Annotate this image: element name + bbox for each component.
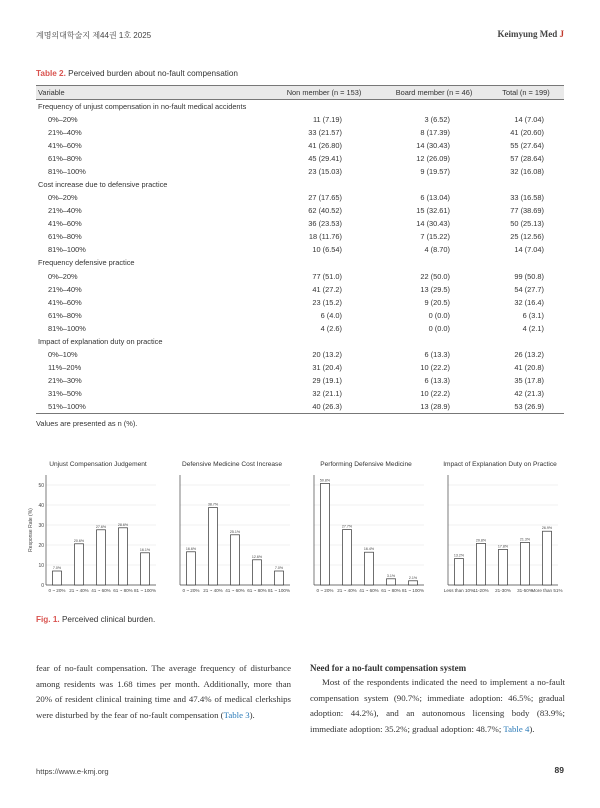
table-cell: 40 (26.3) xyxy=(268,400,380,413)
bar xyxy=(321,483,330,585)
y-tick-label: 0 xyxy=(41,582,44,589)
table-row xyxy=(36,165,564,178)
x-tick-label: 41 ~ 60% xyxy=(359,588,379,593)
table-cell: 42 (21.3) xyxy=(514,389,544,399)
x-tick-label: More than 51% xyxy=(531,588,563,593)
bar-value-label: 2.1% xyxy=(408,575,418,580)
table-label: Table 2. xyxy=(36,69,66,78)
x-tick-label: 41 ~ 60% xyxy=(91,588,111,593)
chart-title: Performing Defensive Medicine xyxy=(320,461,412,468)
table-cell: 0%–20% xyxy=(48,193,78,203)
table-cell: 13 (29.5) xyxy=(420,284,450,294)
column-header: Total (n = 199) xyxy=(488,86,564,100)
table-cell: 4 (2.1) xyxy=(522,323,544,333)
x-tick-label: 81 ~ 100% xyxy=(267,588,291,593)
bar xyxy=(387,579,396,585)
journal-url[interactable]: https://www.e-kmj.org xyxy=(36,767,109,776)
table-cell: 0%–10% xyxy=(48,350,78,360)
table-cell: 9 (20.5) xyxy=(424,297,450,307)
bar-value-label: 38.7% xyxy=(207,502,219,507)
paragraph-text-end: ). xyxy=(249,709,255,720)
table-cell: 21%–30% xyxy=(48,376,82,386)
table-cell: 33 (16.58) xyxy=(510,193,544,203)
table-cell: 4 (8.70) xyxy=(424,245,450,255)
table-cell: 18 (11.76) xyxy=(308,232,342,242)
table-cell: 23 (15.03) xyxy=(308,166,342,176)
y-tick-label: 30 xyxy=(38,522,44,529)
y-tick-label: 10 xyxy=(38,562,44,569)
section-row xyxy=(36,335,564,348)
table-row xyxy=(36,387,564,400)
bar-value-label: 12.6% xyxy=(251,554,263,559)
x-tick-label: 61 ~ 80% xyxy=(381,588,401,593)
paragraph-text-end: ). xyxy=(529,723,535,734)
table-4-link[interactable]: Table 4 xyxy=(503,723,530,734)
table-cell: 35 (17.8) xyxy=(514,376,544,386)
body-paragraph xyxy=(36,661,291,723)
bar-value-label: 16.6% xyxy=(185,546,197,551)
body-paragraph xyxy=(310,675,565,737)
table-cell: 10 (6.54) xyxy=(312,245,342,255)
table-cell: 31 (20.4) xyxy=(312,363,342,373)
x-tick-label: 11-20% xyxy=(473,588,489,593)
table-cell: 0%–20% xyxy=(48,114,78,124)
chart-title: Impact of Explanation Duty on Practice xyxy=(443,461,557,468)
burden-table xyxy=(36,85,564,414)
x-tick-label: 21 ~ 40% xyxy=(337,588,357,593)
chart-svg xyxy=(304,455,428,605)
y-axis-label: Response Rate (%) xyxy=(28,508,34,552)
bar xyxy=(409,581,418,585)
table-row xyxy=(36,348,564,361)
bar-value-label: 20.8% xyxy=(475,538,487,543)
body-column-right xyxy=(310,661,565,737)
bar-value-label: 50.8% xyxy=(319,478,331,483)
table-cell: 99 (50.8) xyxy=(514,271,544,281)
x-tick-label: 31-50% xyxy=(517,588,533,593)
table-cell: 4 (2.6) xyxy=(320,323,342,333)
table-row xyxy=(36,243,564,256)
table-cell: 77 (38.69) xyxy=(510,206,544,216)
table-row xyxy=(36,283,564,296)
bar-value-label: 16.4% xyxy=(363,547,375,552)
x-tick-label: 21 ~ 40% xyxy=(69,588,89,593)
table-row xyxy=(36,309,564,322)
table-cell: 14 (7.04) xyxy=(514,245,544,255)
figure-caption-text: Perceived clinical burden. xyxy=(61,615,156,624)
table-cell: 25 (12.56) xyxy=(510,232,544,242)
table-cell: 10 (22.2) xyxy=(420,363,450,373)
table-cell: 61%–80% xyxy=(48,153,82,163)
table-cell: 14 (30.43) xyxy=(416,219,450,229)
y-tick-label: 50 xyxy=(38,482,44,489)
table-cell: 6 (4.0) xyxy=(320,310,342,320)
table-cell: 32 (16.4) xyxy=(514,297,544,307)
paragraph-text: Most of the respondents indicated the need to implement a no-fault compensation system (90.7%; immediate adoption: 46.5%; gradual adoption: 44.2%), and an autonomous licensing body (83.9%; immediate adoption: 35.2%; gradual adoption: 48.7%; xyxy=(310,677,565,734)
bar xyxy=(253,560,262,585)
table-cell: 6 (3.1) xyxy=(522,310,544,320)
bar-value-label: 25.1% xyxy=(229,529,241,534)
table-cell: 33 (21.57) xyxy=(308,127,342,137)
table-row xyxy=(36,230,564,243)
x-tick-label: Less than 10% xyxy=(443,588,475,593)
table-row xyxy=(36,113,564,126)
table-cell: 0%–20% xyxy=(48,271,78,281)
table-cell: 81%–100% xyxy=(48,245,86,255)
bar xyxy=(187,552,196,585)
table-cell: 27 (17.65) xyxy=(308,193,342,203)
table-row xyxy=(36,322,564,335)
section-label: Cost increase due to defensive practice xyxy=(38,180,168,189)
section-row xyxy=(36,178,564,191)
x-tick-label: 0 ~ 20% xyxy=(48,588,66,593)
table-cell: 14 (30.43) xyxy=(416,140,450,150)
journal-brand xyxy=(498,29,565,39)
bar xyxy=(499,549,508,585)
table-cell: 23 (15.2) xyxy=(312,297,342,307)
bar-value-label: 17.8% xyxy=(497,544,509,549)
journal-issue: 계명의대학술지 제44권 1호 2025 xyxy=(36,31,152,40)
table-cell: 11%–20% xyxy=(48,363,82,373)
table-row xyxy=(36,361,564,374)
table-cell: 81%–100% xyxy=(48,323,86,333)
table-title xyxy=(36,69,238,78)
brand-j: J xyxy=(559,29,564,39)
table-cell: 41%–60% xyxy=(48,297,82,307)
bar-value-label: 26.9% xyxy=(541,526,553,531)
table-cell: 29 (19.1) xyxy=(312,376,342,386)
table-cell: 6 (13.3) xyxy=(424,350,450,360)
table-cell: 36 (23.53) xyxy=(308,219,342,229)
figure-bar-charts xyxy=(28,455,564,605)
bar-value-label: 7.0% xyxy=(274,566,284,570)
table-row xyxy=(36,191,564,204)
table-row xyxy=(36,270,564,283)
column-header: Board member (n = 46) xyxy=(380,86,488,100)
y-tick-label: 20 xyxy=(38,542,44,549)
x-tick-label: 61 ~ 80% xyxy=(247,588,267,593)
bar xyxy=(455,559,464,585)
chart-panel-unjust-compensation xyxy=(28,455,160,605)
bar xyxy=(53,571,62,585)
x-tick-label: 81 ~ 100% xyxy=(401,588,425,593)
bar-value-label: 7.0% xyxy=(52,566,62,570)
section-label: Frequency of unjust compensation in no-fault medical accidents xyxy=(38,101,247,111)
table-header-row xyxy=(36,86,564,100)
bar xyxy=(141,553,150,585)
bar xyxy=(543,531,552,585)
chart-panel-defensive-cost xyxy=(170,455,294,605)
table-cell: 32 (16.08) xyxy=(510,166,544,176)
column-header: Variable xyxy=(36,86,268,100)
figure-caption xyxy=(36,615,155,624)
bar-value-label: 20.6% xyxy=(73,538,85,543)
bar xyxy=(477,543,486,585)
table-row xyxy=(36,139,564,152)
bar-value-label: 27.6% xyxy=(95,524,107,529)
table-cell: 10 (22.2) xyxy=(420,389,450,399)
section-row xyxy=(36,256,564,269)
table-row xyxy=(36,126,564,139)
table-cell: 41 (26.80) xyxy=(308,140,342,150)
table-cell: 32 (21.1) xyxy=(312,389,342,399)
table-cell: 20 (13.2) xyxy=(312,350,342,360)
table-cell: 13 (28.9) xyxy=(380,400,488,413)
paragraph-text: fear of no-fault compensation. The average frequency of disturbance among residents was 1.68 times per month. Additionally, more than 20% of resident clinical training time and 47.4% of medical clerkships were disturbed by the fear of no-fault compensation ( xyxy=(36,663,291,720)
table-title-text: Perceived burden about no-fault compensation xyxy=(68,69,238,78)
column-header: Non member (n = 153) xyxy=(268,86,380,100)
x-tick-label: 81 ~ 100% xyxy=(133,588,157,593)
x-tick-label: 21 ~ 40% xyxy=(203,588,223,593)
table-cell: 12 (26.09) xyxy=(416,153,450,163)
table-row xyxy=(36,400,564,413)
bar xyxy=(275,571,284,585)
table-row xyxy=(36,204,564,217)
figure-label: Fig. 1. xyxy=(36,615,60,624)
table-cell: 9 (19.57) xyxy=(420,166,450,176)
table-cell: 62 (40.52) xyxy=(308,206,342,216)
table-cell: 81%–100% xyxy=(48,166,86,176)
bar-value-label: 28.6% xyxy=(117,522,129,527)
table-row xyxy=(36,217,564,230)
bar-value-label: 16.1% xyxy=(139,547,151,552)
table-cell: 41%–60% xyxy=(48,219,82,229)
table-3-link[interactable]: Table 3 xyxy=(223,709,250,720)
section-heading: Need for a no-fault compensation system xyxy=(310,663,467,673)
y-tick-label: 40 xyxy=(38,502,44,509)
chart-title: Unjust Compensation Judgement xyxy=(49,461,147,468)
table-cell: 61%–80% xyxy=(48,232,82,242)
table-cell: 14 (7.04) xyxy=(514,114,544,124)
running-head xyxy=(36,30,564,44)
x-tick-label: 21-30% xyxy=(495,588,511,593)
brand-main: Keimyung Med xyxy=(497,29,558,39)
body-column-left xyxy=(36,661,291,723)
chart-svg xyxy=(438,455,562,605)
bar xyxy=(119,528,128,585)
chart-title: Defensive Medicine Cost Increase xyxy=(181,461,283,468)
table-cell: 45 (29.41) xyxy=(308,153,342,163)
table-cell: 8 (17.39) xyxy=(420,127,450,137)
bar-value-label: 3.1% xyxy=(386,573,396,578)
page-number: 89 xyxy=(554,765,564,775)
table-cell: 22 (50.0) xyxy=(420,271,450,281)
table-cell: 41 (20.8) xyxy=(514,363,544,373)
bar xyxy=(343,530,352,585)
table-cell: 41 (27.2) xyxy=(312,284,342,294)
section-row xyxy=(36,100,564,113)
table-row xyxy=(36,296,564,309)
table-cell: 21%–40% xyxy=(48,127,82,137)
table-cell: 57 (28.64) xyxy=(510,153,544,163)
bar xyxy=(97,530,106,585)
x-tick-label: 0 ~ 20% xyxy=(182,588,200,593)
table-cell: 31%–50% xyxy=(48,389,82,399)
table-cell: 55 (27.64) xyxy=(510,140,544,150)
table-cell: 77 (51.0) xyxy=(312,271,342,281)
bar-value-label: 27.7% xyxy=(341,524,353,529)
table-cell: 7 (15.22) xyxy=(420,232,450,242)
section-label: Frequency defensive practice xyxy=(38,258,135,268)
bar xyxy=(365,552,374,585)
x-tick-label: 41 ~ 60% xyxy=(225,588,245,593)
table-cell: 21%–40% xyxy=(48,206,82,216)
bar xyxy=(75,544,84,585)
table-cell: 51%–100% xyxy=(36,400,268,413)
bar xyxy=(521,542,530,585)
table-row xyxy=(36,374,564,387)
x-tick-label: 0 ~ 20% xyxy=(316,588,334,593)
table-cell: 6 (13.04) xyxy=(420,193,450,203)
table-body xyxy=(36,100,564,414)
table-cell: 3 (6.52) xyxy=(424,114,450,124)
table-cell: 11 (7.19) xyxy=(312,114,342,124)
bar xyxy=(209,508,218,585)
table-cell: 41 (20.60) xyxy=(510,127,544,137)
table-cell: 21%–40% xyxy=(48,284,82,294)
bar xyxy=(231,535,240,585)
table-cell: 15 (32.61) xyxy=(416,206,450,216)
table-cell: 0 (0.0) xyxy=(428,310,450,320)
bar-value-label: 13.2% xyxy=(453,553,465,558)
table-cell: 0 (0.0) xyxy=(428,323,450,333)
table-cell: 54 (27.7) xyxy=(514,284,544,294)
x-tick-label: 61 ~ 80% xyxy=(113,588,133,593)
chart-svg xyxy=(170,455,294,605)
table-cell: 53 (26.9) xyxy=(488,400,564,413)
table-cell: 41%–60% xyxy=(48,140,82,150)
table-cell: 61%–80% xyxy=(48,310,82,320)
chart-svg xyxy=(28,455,160,605)
chart-panel-explanation-duty xyxy=(438,455,562,605)
table-cell: 26 (13.2) xyxy=(514,350,544,360)
chart-panel-performing-defensive xyxy=(304,455,428,605)
table-cell: 50 (25.13) xyxy=(510,219,544,229)
table-note: Values are presented as n (%). xyxy=(36,419,138,428)
table-cell: 6 (13.3) xyxy=(424,376,450,386)
section-label: Impact of explanation duty on practice xyxy=(38,336,163,346)
bar-value-label: 21.3% xyxy=(519,537,531,542)
table-row xyxy=(36,152,564,165)
